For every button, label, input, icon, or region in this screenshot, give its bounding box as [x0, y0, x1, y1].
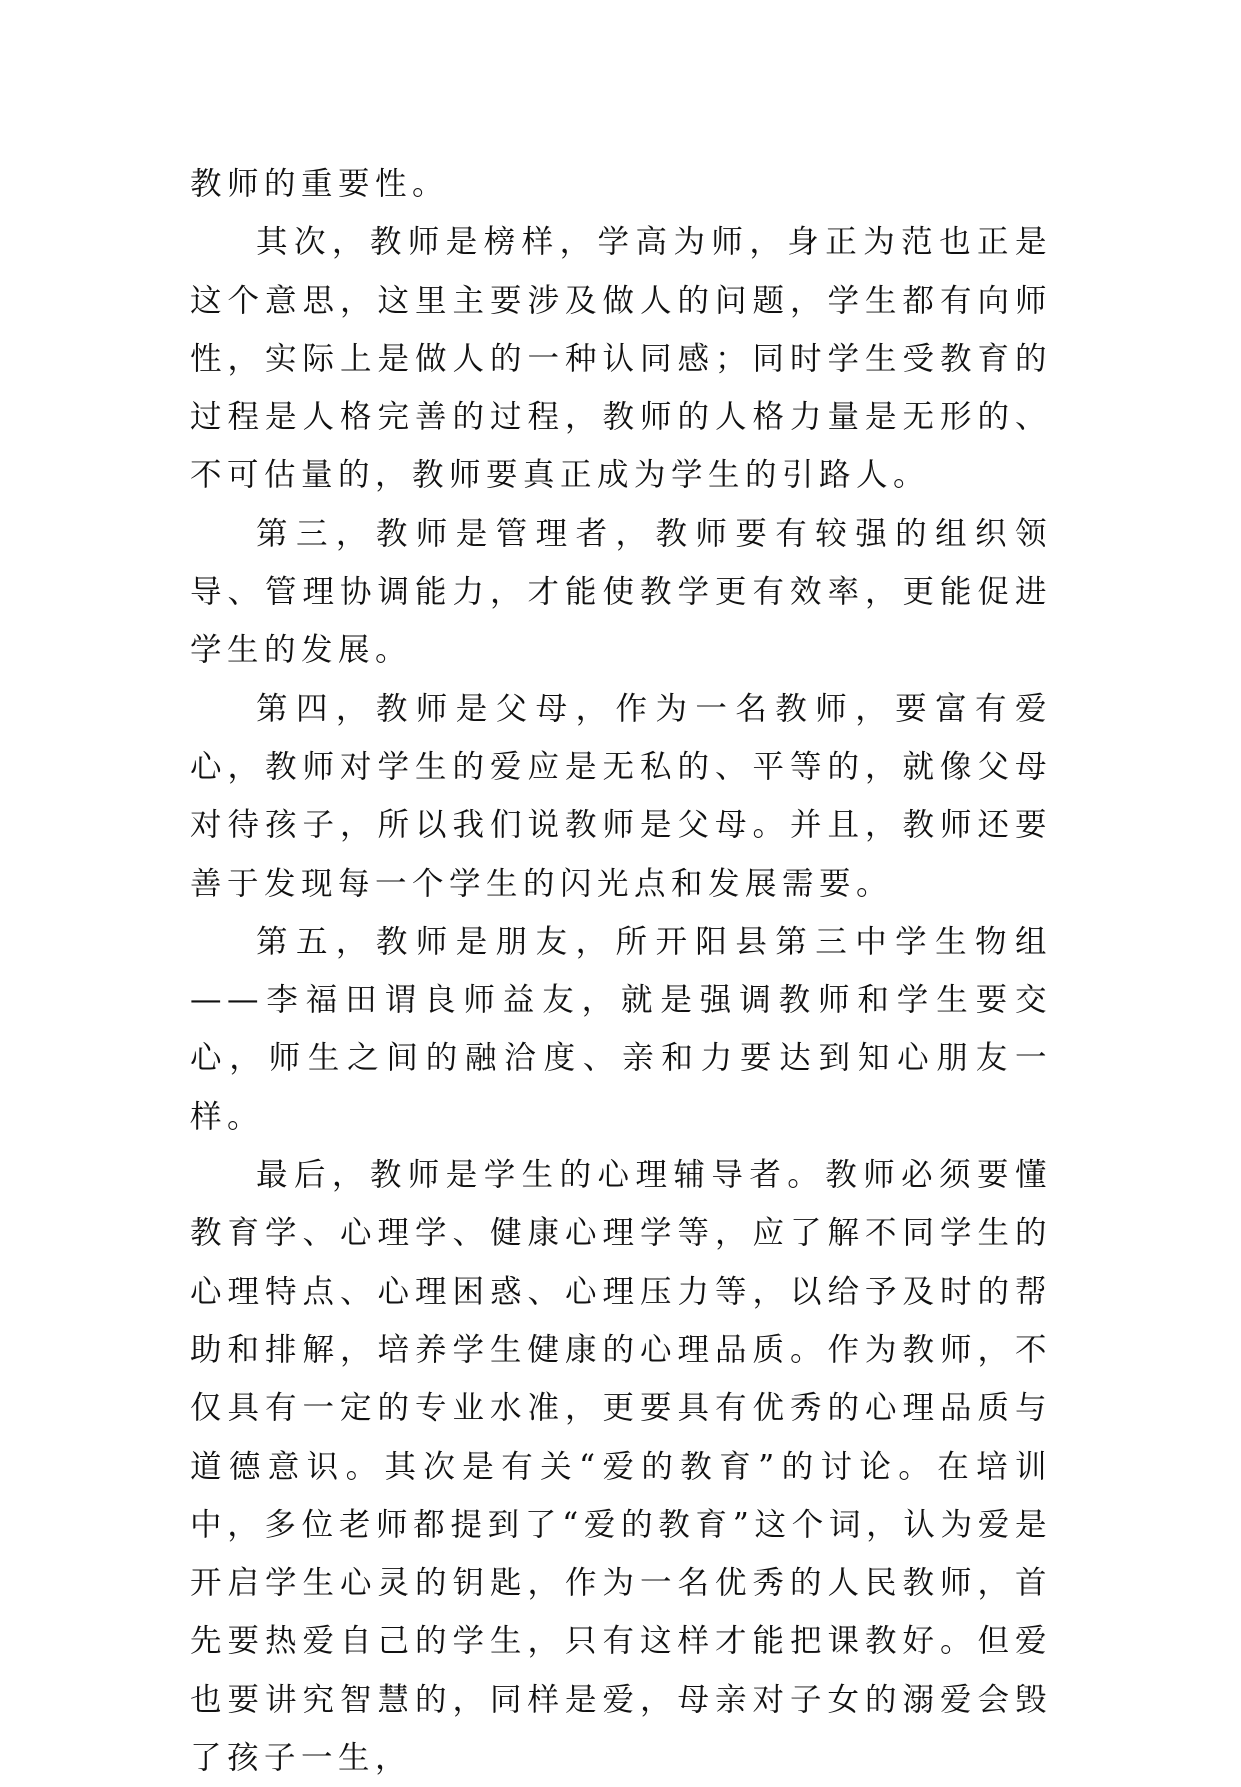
document-body — [190, 155, 1052, 1787]
paragraph-parent: 第四，教师是父母，作为一名教师，要富有爱心，教师对学生的爱应是无私的、平等的，就像父母对待孩子，所以我们说教师是父母。并且，教师还要善于发现每一个学生的闪光点和发展需要。 — [190, 690, 1052, 902]
paragraph-friend: 第五，教师是朋友，所开阳县第三中学生物组——李福田谓良师益友，就是强调教师和学生要交心，师生之间的融洽度、亲和力要达到知心朋友一样。 — [190, 923, 1052, 1135]
paragraph-role-model: 其次，教师是榜样，学高为师，身正为范也正是这个意思，这里主要涉及做人的问题，学生都有向师性，实际上是做人的一种认同感；同时学生受教育的过程是人格完善的过程，教师的人格力量是无形的、不可估量的，教师要真正成为学生的引路人。 — [190, 224, 1052, 494]
paragraph-counselor: 最后，教师是学生的心理辅导者。教师必须要懂教育学、心理学、健康心理学等，应了解不同学生的心理特点、心理困惑、心理压力等，以给予及时的帮助和排解，培养学生健康的心理品质。作为教师，不仅具有一定的专业水准，更要具有优秀的心理品质与道德意识。其次是有关“爱的教育”的讨论。在培训中，多位老师都提到了“爱的教育”这个词，认为爱是开启学生心灵的钥匙，作为一名优秀的人民教师，首先要热爱自己的学生，只有这样才能把课教好。但爱也要讲究智慧的，同样是爱，母亲对子女的溺爱会毁了孩子一生， — [190, 1157, 1052, 1777]
paragraph-manager: 第三，教师是管理者，教师要有较强的组织领导、管理协调能力，才能使教学更有效率，更能促进学生的发展。 — [190, 515, 1052, 669]
paragraph-continuation: 教师的重要性。 — [190, 166, 450, 202]
